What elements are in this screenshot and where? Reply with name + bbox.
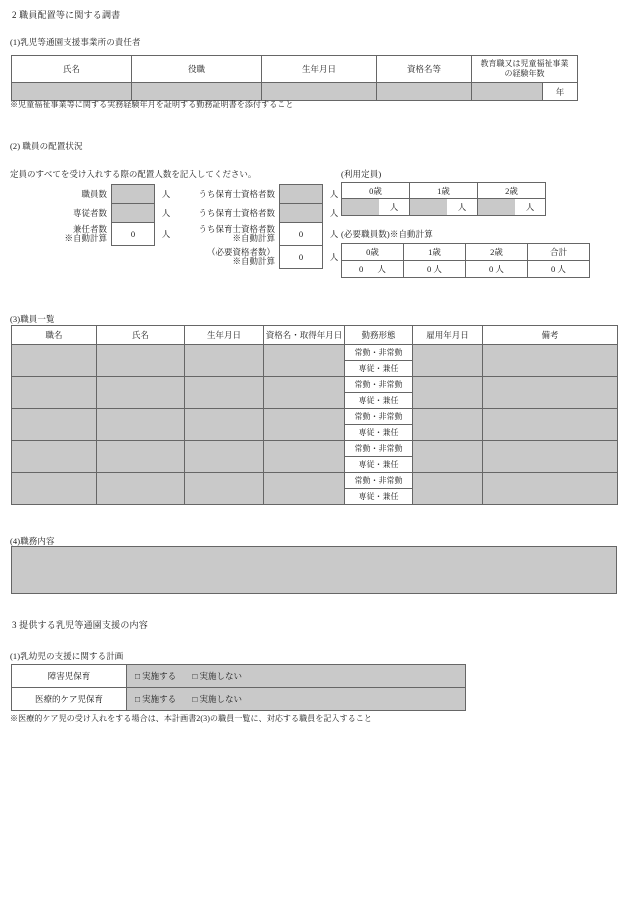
col-header-job-title: 職名 (12, 326, 97, 345)
col-header-work-style: 勤務形態 (345, 326, 413, 345)
label-concurrent-staff-line1: 兼任者数 (72, 224, 107, 234)
plan-label-medical-care-childcare: 医療的ケア児保育 (12, 688, 127, 711)
required-staff-caption: (必要職員数)※自動計算 (341, 229, 433, 239)
section-3-heading: 3 提供する乳児等通園支援の内容 (12, 620, 148, 630)
staff-list-body (12, 345, 618, 505)
capacity-value-row (342, 199, 546, 216)
table-row (12, 441, 618, 457)
capacity-input-age2[interactable] (478, 199, 515, 215)
capacity-unit-age1: 人 (447, 199, 477, 215)
cell-job-title[interactable] (12, 441, 97, 473)
experience-head-line1: 教育職又は児童福祉事業 (480, 59, 569, 68)
experience-head-line2: の経験年数 (504, 69, 545, 78)
col-header-qualification-date: 資格名・取得年月日 (264, 326, 345, 345)
plan-option-medical-yes[interactable]: 実施する (142, 694, 177, 704)
cell-qualification-date[interactable] (264, 377, 345, 409)
col-header-position: 役職 (132, 56, 262, 83)
col-header-experience-years (472, 56, 578, 83)
support-plan-table (11, 664, 466, 711)
unit-people-nursery-qualified-dedicated: 人 (329, 208, 339, 218)
value-required-qualified: 0 (280, 246, 323, 269)
nursery-qualified-row-total (185, 185, 342, 204)
responsible-person-table (11, 55, 578, 101)
cell-remarks[interactable] (483, 441, 618, 473)
table-row (12, 377, 618, 393)
checkbox-medical-no[interactable]: □ (192, 694, 198, 704)
label-total-staff: 職員数 (81, 188, 107, 199)
staff-count-right-group (185, 184, 342, 269)
checkbox-medical-yes[interactable]: □ (135, 694, 141, 704)
input-birthdate[interactable] (262, 83, 377, 101)
cell-remarks[interactable] (483, 345, 618, 377)
nursery-qualified-row-dedicated (185, 204, 342, 223)
col-header-birthdate: 生年月日 (185, 326, 264, 345)
cell-work-style-dedicated[interactable]: 専従・兼任 (345, 489, 413, 505)
cell-work-style-dedicated[interactable]: 専従・兼任 (345, 393, 413, 409)
plan-label-disabled-childcare: 障害児保育 (12, 665, 127, 688)
table-row (12, 473, 618, 489)
cell-birthdate[interactable] (185, 441, 264, 473)
required-value-age1 (404, 261, 466, 278)
staff-count-left-group (55, 184, 174, 246)
staff-list-header-row (12, 326, 618, 345)
capacity-input-age0[interactable] (342, 199, 379, 215)
required-unit-total: 人 (557, 264, 566, 274)
cell-employment-date[interactable] (413, 409, 483, 441)
unit-people-concurrent-staff: 人 (161, 229, 171, 239)
capacity-cell-age1 (410, 199, 478, 216)
cell-work-style-fulltime[interactable]: 常勤・非常勤 (345, 409, 413, 425)
cell-remarks[interactable] (483, 409, 618, 441)
cell-job-title[interactable] (12, 377, 97, 409)
plan-options-disabled-childcare (127, 665, 466, 688)
duties-input[interactable] (11, 546, 617, 594)
checkbox-disabled-yes[interactable]: □ (135, 671, 141, 681)
cell-remarks[interactable] (483, 473, 618, 505)
section-3-1-note: ※医療的ケア児の受け入れをする場合は、本計画書2(3)の職員一覧に、対応する職員を記入すること (10, 714, 373, 723)
plan-row-medical-care-childcare (12, 688, 466, 711)
cell-name[interactable] (97, 345, 185, 377)
capacity-table (341, 182, 546, 216)
required-unit-age0: 人 (377, 264, 386, 274)
unit-year: 年 (543, 83, 578, 101)
required-staff-table (341, 243, 590, 278)
capacity-col-age1: 1歳 (410, 183, 478, 199)
input-qualification[interactable] (377, 83, 472, 101)
capacity-header-row (342, 183, 546, 199)
staff-count-row-total (55, 185, 174, 204)
value-nursery-qualified-concurrent: 0 (280, 223, 323, 246)
required-number-age2: 0 (489, 264, 494, 274)
cell-qualification-date[interactable] (264, 473, 345, 505)
table-header-row (12, 56, 578, 83)
label-nursery-qualified-dedicated: うち保育士資格者数 (198, 207, 275, 218)
cell-birthdate[interactable] (185, 345, 264, 377)
checkbox-disabled-no[interactable]: □ (192, 671, 198, 681)
cell-name[interactable] (97, 473, 185, 505)
value-concurrent-staff: 0 (112, 223, 155, 246)
cell-job-title[interactable] (12, 345, 97, 377)
capacity-unit-age2: 人 (515, 199, 545, 215)
required-value-age0 (342, 261, 404, 278)
capacity-cell-age2 (478, 199, 546, 216)
col-header-qualification: 資格名等 (377, 56, 472, 83)
input-name[interactable] (12, 83, 132, 101)
capacity-cell-age0 (342, 199, 410, 216)
label-nursery-qualified-concurrent-line1: うち保育士資格者数 (198, 224, 275, 234)
cell-work-style-fulltime[interactable]: 常勤・非常勤 (345, 473, 413, 489)
required-header-row (342, 244, 590, 261)
col-header-birthdate: 生年月日 (262, 56, 377, 83)
cell-birthdate[interactable] (185, 409, 264, 441)
capacity-col-age0: 0歳 (342, 183, 410, 199)
col-header-name: 氏名 (12, 56, 132, 83)
cell-employment-date[interactable] (413, 441, 483, 473)
col-header-name: 氏名 (97, 326, 185, 345)
label-required-qualified (185, 246, 280, 269)
required-col-total: 合計 (528, 244, 590, 261)
cell-name[interactable] (97, 377, 185, 409)
required-col-age1: 1歳 (404, 244, 466, 261)
required-value-row (342, 261, 590, 278)
cell-work-style-fulltime[interactable]: 常勤・非常勤 (345, 345, 413, 361)
label-concurrent-staff (55, 223, 112, 246)
required-number-age0: 0 (359, 264, 364, 274)
cell-work-style-dedicated[interactable]: 専従・兼任 (345, 425, 413, 441)
capacity-unit-age0: 人 (379, 199, 409, 215)
section-2-2-heading: (2) 職員の配置状況 (10, 141, 83, 151)
label-nursery-qualified-total: うち保育士資格者数 (198, 188, 275, 199)
required-number-total: 0 (551, 264, 556, 274)
section-3-1-heading: (1)乳幼児の支援に関する計画 (10, 651, 124, 661)
required-col-age2: 2歳 (466, 244, 528, 261)
required-value-total (528, 261, 590, 278)
input-nursery-qualified-total[interactable] (280, 185, 323, 204)
input-dedicated-staff[interactable] (112, 204, 155, 223)
cell-work-style-dedicated[interactable]: 専従・兼任 (345, 361, 413, 377)
cell-birthdate[interactable] (185, 473, 264, 505)
cell-job-title[interactable] (12, 473, 97, 505)
unit-people-required-qualified: 人 (329, 252, 339, 262)
section-2-heading: 2 職員配置等に関する調書 (12, 10, 121, 20)
required-value-age2 (466, 261, 528, 278)
staff-count-row-dedicated (55, 204, 174, 223)
table-row (12, 409, 618, 425)
label-required-qualified-line1: （必要資格者数） (206, 247, 275, 257)
section-2-2-lead: 定員のすべてを受け入れする際の配置人数を記入してください。 (10, 169, 257, 179)
unit-people-nursery-qualified-concurrent: 人 (329, 229, 339, 239)
plan-option-disabled-yes[interactable]: 実施する (142, 671, 177, 681)
unit-people-total-staff: 人 (161, 189, 171, 199)
cell-qualification-date[interactable] (264, 409, 345, 441)
capacity-caption: (利用定員) (341, 169, 382, 179)
cell-work-style-fulltime[interactable]: 常勤・非常勤 (345, 377, 413, 393)
required-unit-age2: 人 (495, 264, 504, 274)
required-qualified-row (185, 246, 342, 269)
label-concurrent-staff-line2: ※自動計算 (64, 233, 107, 243)
table-row (12, 345, 618, 361)
input-total-staff[interactable] (112, 185, 155, 204)
plan-option-disabled-no[interactable]: 実施しない (199, 671, 243, 681)
input-position[interactable] (132, 83, 262, 101)
required-unit-age1: 人 (433, 264, 442, 274)
label-nursery-qualified-concurrent (185, 223, 280, 246)
capacity-input-age1[interactable] (410, 199, 447, 215)
cell-qualification-date[interactable] (264, 345, 345, 377)
table-row (12, 83, 578, 101)
cell-qualification-date[interactable] (264, 441, 345, 473)
cell-remarks[interactable] (483, 377, 618, 409)
cell-employment-date[interactable] (413, 473, 483, 505)
unit-people-nursery-qualified-total: 人 (329, 189, 339, 199)
staff-list-table (11, 325, 618, 505)
input-experience-years[interactable] (472, 83, 543, 101)
input-nursery-qualified-dedicated[interactable] (280, 204, 323, 223)
cell-work-style-dedicated[interactable]: 専従・兼任 (345, 457, 413, 473)
cell-name[interactable] (97, 441, 185, 473)
cell-birthdate[interactable] (185, 377, 264, 409)
label-dedicated-staff: 専従者数 (72, 207, 107, 218)
cell-name[interactable] (97, 409, 185, 441)
plan-option-medical-no[interactable]: 実施しない (199, 694, 243, 704)
col-header-employment-date: 雇用年月日 (413, 326, 483, 345)
unit-people-dedicated-staff: 人 (161, 208, 171, 218)
cell-employment-date[interactable] (413, 377, 483, 409)
section-2-1-heading: (1)乳児等通園支援事業所の責任者 (10, 37, 141, 47)
col-header-remarks: 備考 (483, 326, 618, 345)
label-required-qualified-line2: ※自動計算 (232, 256, 275, 266)
section-2-3-heading: (3)職員一覧 (10, 314, 55, 324)
section-2-4-heading: (4)職務内容 (10, 536, 55, 546)
cell-job-title[interactable] (12, 409, 97, 441)
section-2-1-note: ※児童福祉事業等に関する実務経験年月を証明する勤務証明書を添付すること (10, 100, 294, 109)
nursery-qualified-row-concurrent (185, 223, 342, 246)
plan-options-medical-care-childcare (127, 688, 466, 711)
capacity-col-age2: 2歳 (478, 183, 546, 199)
cell-employment-date[interactable] (413, 345, 483, 377)
required-col-age0: 0歳 (342, 244, 404, 261)
label-nursery-qualified-concurrent-line2: ※自動計算 (232, 233, 275, 243)
staff-count-row-concurrent (55, 223, 174, 246)
plan-row-disabled-childcare (12, 665, 466, 688)
required-number-age1: 0 (427, 264, 432, 274)
cell-work-style-fulltime[interactable]: 常勤・非常勤 (345, 441, 413, 457)
